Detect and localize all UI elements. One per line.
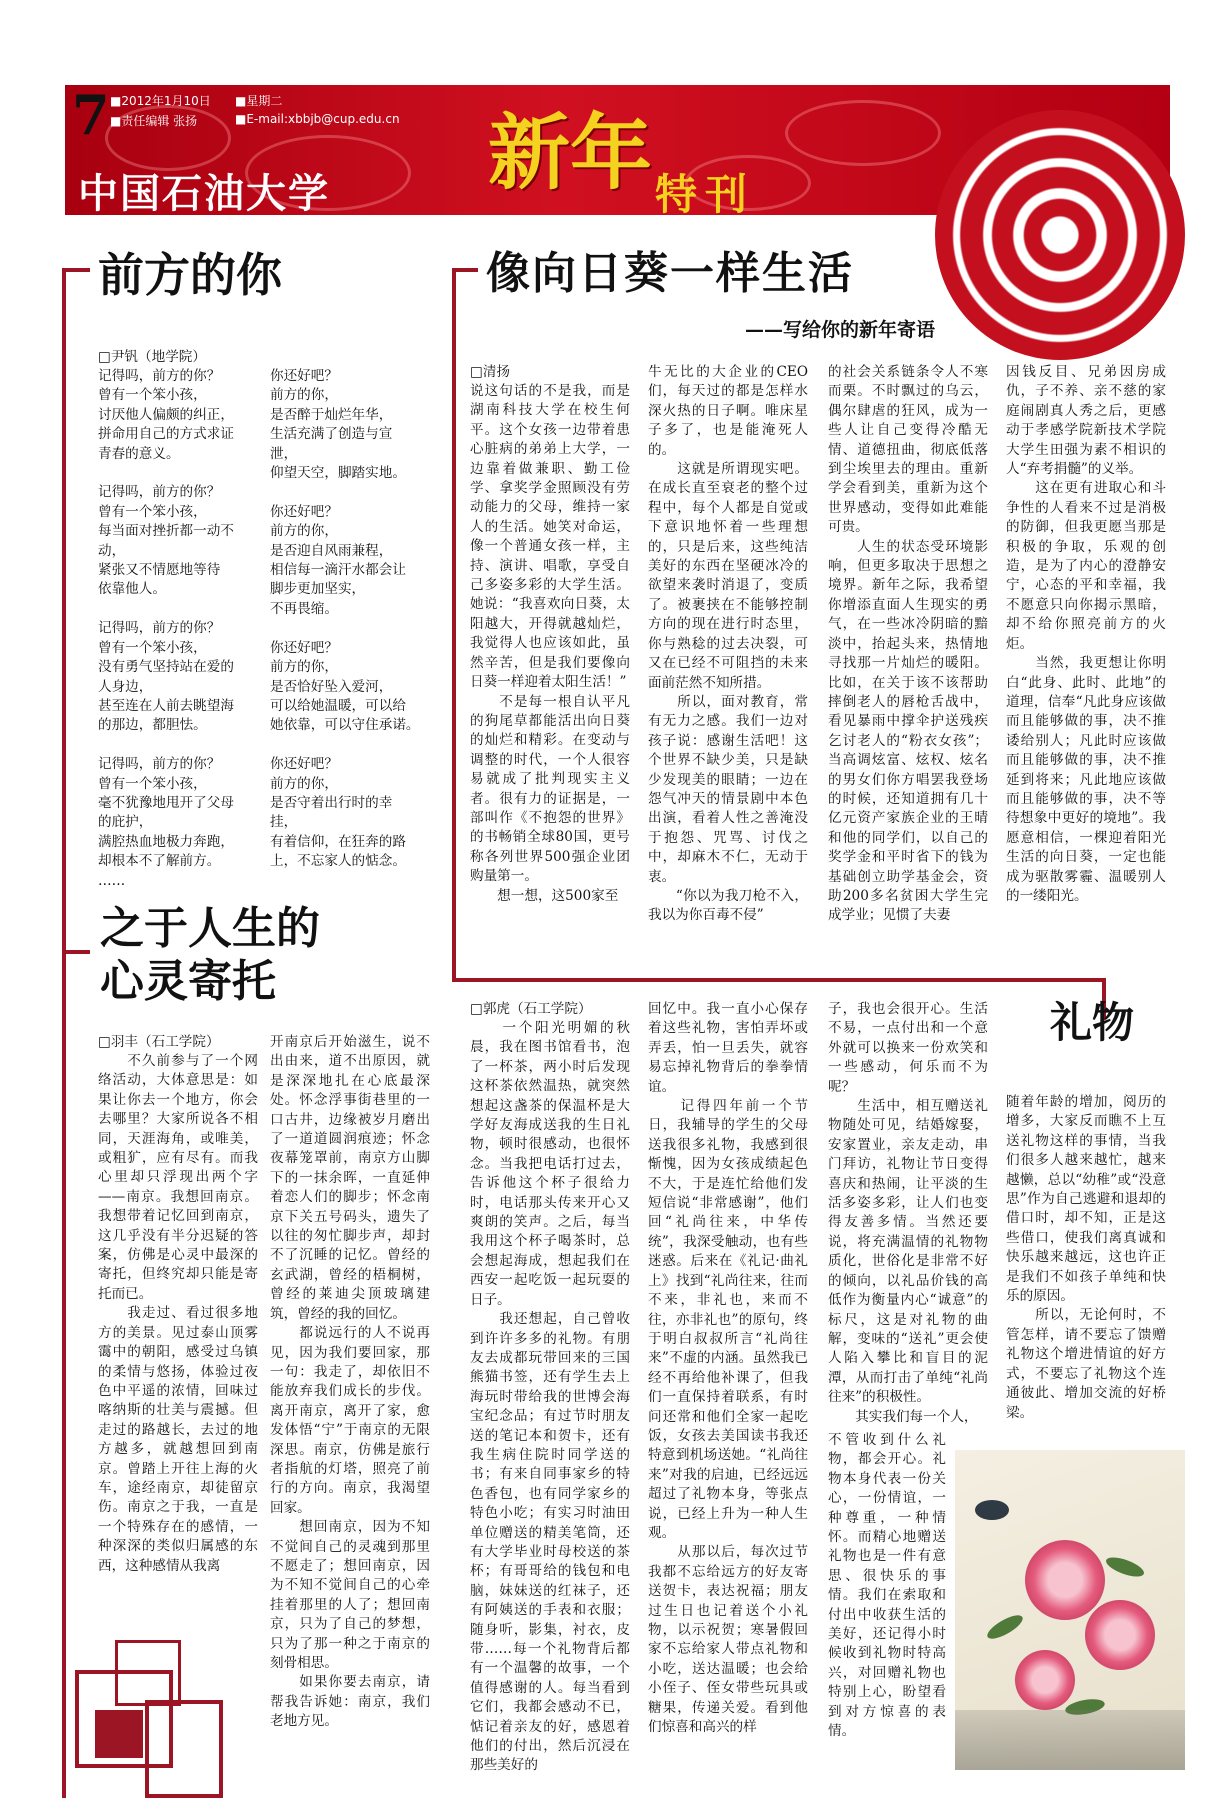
rock-icon bbox=[955, 1710, 1185, 1770]
editor-email: ■E-mail:xbbjb@cup.edu.cn bbox=[235, 112, 400, 126]
article-title-sunflower: 像向日葵一样生活 bbox=[486, 248, 854, 299]
flower-bird-painting bbox=[955, 1450, 1185, 1770]
article-byline: □清扬 bbox=[470, 364, 511, 380]
article-column: 随着年龄的增加，阅历的增多，大家反而瞧不上互送礼物这样的事情，当我们很多人越来越忙，越来越懒，总以“幼稚”或“没意思”作为自己逃避和退却的借口时，却不知，正是这些借口，使我们离真诚和快乐越来越远，这也许正是我们不如孩子单纯和快乐的原因。 所以，无论何时，不管怎样，请不要忘了馈赠礼物这个增进情谊的好方式，不要忘了礼物这个连通彼此、增加交流的好桥梁。 bbox=[1006, 1094, 1166, 1421]
article-title-liwu: 礼物 bbox=[1050, 998, 1135, 1047]
poem-column: 记得吗，前方的你？ 曾有一个笨小孩， 讨厌他人偏颇的纠正， 拼命用自己的方式求证 青春的意义。 记得吗，前方的你？ 曾有一个笨小孩， 每当面对挫折都一动不 动， 紧张又不情愿地等待 依靠他人。 记得吗，前方的你？ 曾有一个笨小孩， 没有勇气坚持站在爱的 人身边， 甚至连在人前去眺望海 的那边，都胆怯。 记得吗，前方的你？ 曾有一个笨小孩， 毫不犹豫地甩开了父母 的庇护， 满腔热血地极力奔跑， 却根本不了解前方。 …… bbox=[98, 368, 234, 889]
article-column: 子，我也会很开心。生活不易，一点付出和一个意外就可以换来一份欢笑和一些感动，何乐而不为呢？ 生活中，相互赠送礼物随处可见，结婚嫁娶，安家置业，亲友走动，串门拜访，礼物让节日变得喜庆和热闹，让平淡的生活多姿多彩，让人们也变得友善多情。当然还要说，将充满温情的礼物物质化，世俗化是非常不好的倾向，以礼品价钱的高低作为衡量内心“诚意”的标尺，这是对礼物的曲解，变味的“送礼”更会使人陷入攀比和盲目的泥潭，从而打击了单纯“礼尚往来”的积极性。 其实我们每一个人， bbox=[828, 1001, 988, 1425]
article-subtitle: ——写给你的新年寄语 bbox=[745, 319, 936, 341]
frame-tick bbox=[452, 268, 478, 272]
special-issue-label: 特刊 bbox=[655, 170, 756, 219]
article-column: 回忆中。我一直小心保存着这些礼物，害怕弄坏或弄丢，怕一旦丢失，就容易忘掉礼物背后的拳拳情谊。 记得四年前一个节日，我辅导的学生的父母送我很多礼物，我感到很惭愧，因为女孩成绩起色不大，于是连忙给他们发短信说“非常感谢”，他们回“礼尚往来，中华传统”，我深受触动，也有些迷惑。后来在《礼记·曲礼上》找到“礼尚往来，往而不来，非礼也，来而不往，亦非礼也”的原句，终于明白叔叔所言“礼尚往来”不虚的内涵。虽然我已经不再给他补课了，但我们一直保持着联系，有时问还常和他们全家一起吃饭，女孩去美国读书我还特意到机场送她。“礼尚往来”对我的启迪，已经远远超过了礼物本身，等张点说，已经上升为一种人生观。 从那以后，每次过节我都不忘给远方的好友寄送贺卡，表达祝福；朋友过生日也记着送个小礼物，以示祝贺；寒暑假回家不忘给家人带点礼物和小吃，送达温暖；也会给小侄子、侄女带些玩具或糖果，传递关爱。看到他们惊喜和高兴的样 bbox=[648, 1001, 808, 1736]
article-column: 一个阳光明媚的秋晨，我在图书馆看书，泡了一杯茶，两小时后发现这杯茶依然温热，就突然想起这盏茶的保温杯是大学好友海成送我的生日礼物，顿时很感动，也很怀念。当我把电话打过去，告诉他这个杯子很给力时，电话那头传来开心又爽朗的笑声。之后，每当我用这个杯子喝茶时，总会想起海成，想起我们在西安一起吃饭一起玩耍的日子。 我还想起，自己曾收到许许多多的礼物。有朋友去成都玩带回来的三国熊猫书签，还有学生去上海玩时带给我的世博会海宝纪念品；有过节时朋友送的笔记本和贺卡，还有我生病住院时同学送的书；有来自同事家乡的特色香包，也有同学家乡的特色小吃；有实习时油田单位赠送的精美笔筒，还有大学毕业时母校送的茶杯；有哥哥给的钱包和电脑，妹妹送的红袜子，还有阿姨送的手表和衣服；随身听，影集，衬衣，皮带……每一个礼物背后都有一个温馨的故事，一个值得感谢的人。每当看到它们，我都会感动不已，惦记着亲友的好，感恩着他们的付出，然后沉浸在那些美好的 bbox=[470, 1020, 630, 1774]
article-column: 牛无比的大企业的CEO们，每天过的都是怎样水深火热的日子啊。唯床星子多了，也是能淹死人的。 这就是所谓现实吧。在成长直至衰老的整个过程中，每个人都是自觉或下意识地怀着一些理想的，只是后来，这些纯洁美好的东西在坚硬冰冷的欲望来袭时消退了，变质了。被裹挟在不能够控制方向的现在进行时态里，你与熟稔的过去决裂，可又在已经不可阻挡的未来面前茫然不知所措。 所以，面对教育，常有无力之感。我们一边对孩子说：感谢生活吧！这个世界不缺少美，只是缺少发现美的眼睛；一边在怨气冲天的情景剧中本色出演，看着人性之善淹没于抱怨、咒骂、讨伐之中，却麻木不仁，无动于衷。 “你以为我刀枪不入，我以为你百毒不侵” bbox=[648, 364, 808, 924]
article-column: 的社会关系链条令人不寒而栗。不时飘过的乌云，偶尔肆虐的狂风，成为一些人让自己变得冷酷无情、道德扭曲，彻底低落到尘埃里去的理由。重新学会看到美，重新为这个世界感动，变得如此难能可贵。 人生的状态受环境影响，但更多取决于思想之境界。新年之际，我希望你增添直面人生现实的勇气，在一些冰冷阴暗的黯淡中，抬起头来，热情地寻找那一片灿烂的暖阳。比如，在关于该不该帮助摔倒老人的唇枪舌战中，看见暴雨中撑伞护送残疾乞讨老人的“粉衣女孩”；当高调炫富、炫权、炫名的男女们你方唱罢我登场的时候，还知道拥有几十亿元资产家族企业的王晴和他的同学们，以自己的奖学金和平时省下的钱为基础创立助学基金会，资助200多名贫困大学生完成学业；见惯了夫妻 bbox=[828, 364, 988, 924]
article-title-line1: 之于人生的 bbox=[100, 903, 320, 954]
article-column: 说这句话的不是我，而是湖南科技大学在校生何平。这个女孩一边带着患心脏病的弟弟上大学，一边靠着做兼职、勤工俭学、拿奖学金照顾没有劳动能力的父母，维持一家人的生活。她笑对命运，像一个普通女孩一样，主持、演讲、唱歌，享受自己多姿多彩的大学生活。她说：“我喜欢向日葵，太阳越大，开得就越灿烂，我觉得人也应该如此，虽然辛苦，但是我们要像向日葵一样迎着太阳生活！” 不是每一根自认平凡的狗尾草都能活出向日葵的灿烂和精彩。在变动与调整的时代，一个人很容易就成了批判现实主义者。很有力的证据是，一部叫作《不抱怨的世界》的书畅销全球80国，更号称各列世界500强企业团购量第一。 想一想，这500家至 bbox=[470, 383, 630, 904]
poem-column: 你还好吧？ 前方的你， 是否醉于灿烂年华， 生活充满了创造与宣 泄， 仰望天空，脚踏实地。 你还好吧？ 前方的你， 是否迎自风雨兼程， 相信每一滴汗水都会让 脚步更加坚实， 不再畏缩。 你还好吧？ 前方的你， 是否恰好坠入爱河， 可以给她温暖，可以给 她依靠，可以守住承诺。 你还好吧？ 前方的你， 是否守着出行时的幸 挂， 有着信仰，在狂奔的路 上，不忘家人的惦念。 bbox=[270, 368, 420, 870]
masthead-logo: 中国石油大学 bbox=[78, 170, 330, 217]
chinese-knot-decoration bbox=[75, 1640, 220, 1795]
page-number: 7 bbox=[72, 83, 110, 147]
paper-cut-flower-decoration bbox=[935, 110, 1185, 360]
middle-frame-line bbox=[452, 978, 1104, 982]
issue-date: ■2012年1月10日 bbox=[110, 94, 211, 108]
article-column: 不管收到什么礼物，都会开心。礼物本身代表一份关心，一份情谊，一种尊重，一种情怀。而精心地赠送礼物也是一件有意思、很快乐的事情。我们在索取和付出中收获生活的美好，还记得小时候收到礼物时特高兴，对回赠礼物也特别上心，盼望看到对方惊喜的表情。 bbox=[828, 1432, 946, 1740]
article-column: 开南京后开始滋生，说不出由来，道不出原因，就是深深地扎在心底最深处。怀念浮事街巷里的一口古井，边缘被岁月磨出了一道道圆润痕迹；怀念夜幕笼罩前，南京方山脚下的一抹余晖，一直延伸着恋人们的脚步；怀念南京下关五号码头，遗失了以往的匆忙脚步声，却封不了沉睡的记忆。曾经的玄武湖，曾经的梧桐树，曾经的莱迪尖顶玻璃建筑，曾经的我的回忆。 都说远行的人不说再见，因为我们要回家，那一句：我走了，却依旧不能放弃我们成长的步伐。离开南京，离开了家，愈发体悟“宁”于南京的无限深思。南京，仿佛是旅行者指航的灯塔，照亮了前行的方向。南京，我渴望回家。 想回南京，因为不知不觉间自己的灵魂到那里不愿走了；想回南京，因为不知不觉间自己的心牵挂着那里的人了；想回南京，只为了自己的梦想，只为了那一种之于南京的刻骨相思。 如果你要去南京，请帮我告诉她：南京，我们老地方见。 bbox=[270, 1034, 430, 1730]
frame-tick bbox=[62, 950, 90, 954]
article-byline: □尹钒（地学院） bbox=[98, 349, 206, 365]
bird-icon bbox=[975, 1500, 1009, 1520]
editor-credit: ■责任编辑 张扬 bbox=[110, 114, 198, 128]
article-byline: □郭虎（石工学院） bbox=[470, 1001, 592, 1017]
issue-weekday: ■星期二 bbox=[235, 94, 283, 108]
article-column: 不久前参与了一个网络活动，大体意思是：如果让你去一个地方，你会去哪里？大家所说各不相同，天涯海角，或唯美，或粗犷，应有尽有。而我心里却只浮现出两个字——南京。我想回南京。我想带着记忆回到南京，这几乎没有半分迟疑的答案，仿佛是心灵中最深的寄托，但终究却只能是寄托而已。 我走过、看过很多地方的美景。见过泰山顶雾霭中的朝阳，感受过乌镇的柔情与悠扬，体验过夜色中平遥的浓情，回味过喀纳斯的壮美与震撼。但走过的路越长，去过的地方越多，就越想回到南京。曾踏上开往上海的火车，途经南京，却徒留京伤。南京之于我，一直是一个特殊存在的感情，一种深深的类似归属感的东西，这种感情从我离 bbox=[98, 1053, 258, 1574]
article-column: 因钱反目、兄弟因房成仇，子不养、亲不慈的家庭闹剧真人秀之后，更感动于孝感学院新技术学院大学生田强为素不相识的人“弃考捐髓”的义举。 这在更有进取心和斗争性的人看来不过是消极的防御，但我更愿当那是积极的争取，乐观的创造，是为了内心的澄静安宁，心态的平和幸福，我不愿意只向你揭示黑暗，却不给你照亮前方的火炬。 当然，我更想让你明白“此身、此时、此地”的道理，信奉“凡此身应该做而且能够做的事，决不推诿给别人；凡此时应该做而且能够做的事，决不推延到将来；凡此地应该做而且能够做的事，决不等待想象中更好的境地”。我愿意相信，一棵迎着阳光生活的向日葵，一定也能成为驱散雾霾、温暖别人的一缕阳光。 bbox=[1006, 364, 1166, 904]
center-frame-line bbox=[452, 268, 456, 980]
new-year-title: 新年 bbox=[488, 105, 653, 201]
article-title-qianfang: 前方的你 bbox=[98, 248, 282, 302]
article-byline: □羽丰（石工学院） bbox=[98, 1034, 220, 1050]
frame-tick bbox=[62, 268, 90, 272]
article-title-line2: 心灵寄托 bbox=[100, 956, 276, 1007]
left-frame-line bbox=[62, 268, 66, 1798]
